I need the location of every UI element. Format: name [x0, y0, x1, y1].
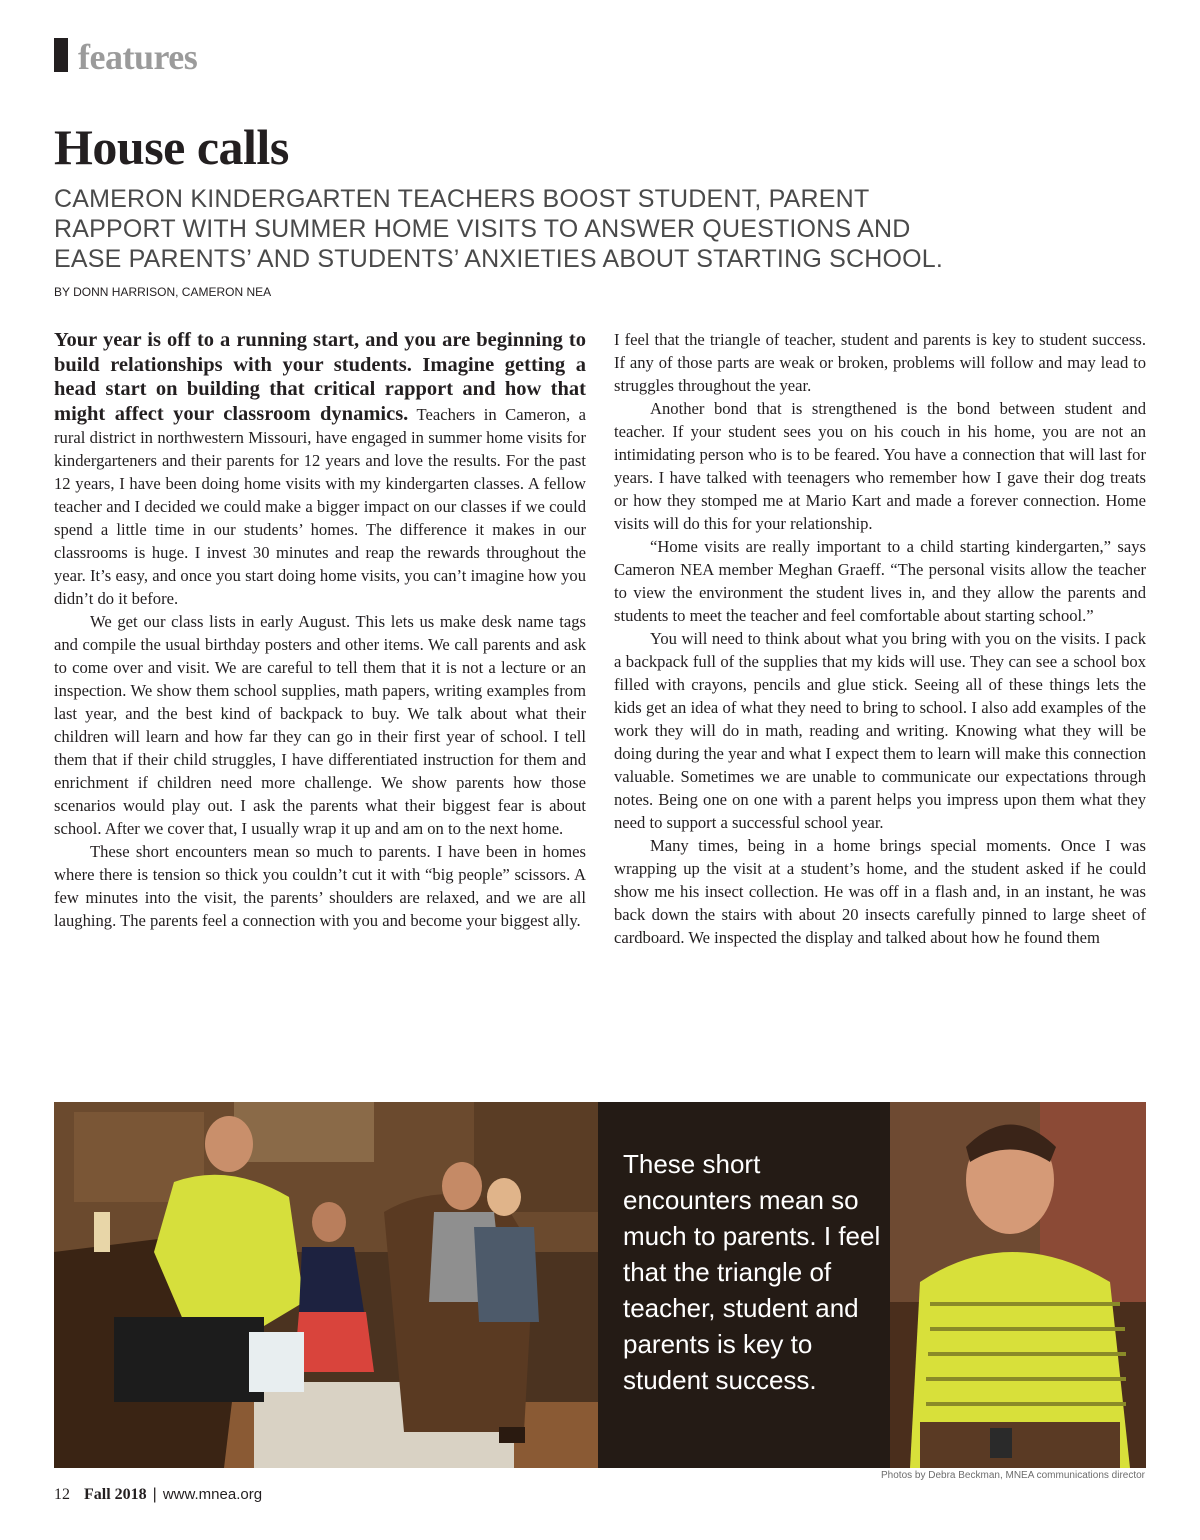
issue-label: Fall 2018 — [84, 1486, 147, 1503]
article-column-right — [614, 328, 1146, 949]
footer-separator: | — [152, 1486, 157, 1503]
page-footer — [54, 1486, 262, 1504]
paragraph: We get our class lists in early August. This lets us make desk name tags and compile the usual birthday posters and other items. We call parents and ask to come over and visit. We are careful to tell them that it is not a lecture or an inspection. We show them school supplies, math papers, writing examples from last year, and the best kind of backpack to buy. We talk about what their children will learn and how far they can go in their first year of school. I tell them that if their child struggles, I have differentiated instruction for them and enrichment if children need more challenge. We show parents how those scenarios would play out. I ask the parents what their biggest fear is about school. After we cover that, I usually wrap it up and am on to the next home. — [54, 612, 586, 838]
photo-credit: Photos by Debra Beckman, MNEA communications director — [881, 1470, 1145, 1481]
pull-quote-box — [598, 1102, 890, 1468]
article-column-left — [54, 328, 586, 932]
section-marker-bar — [54, 38, 68, 72]
article-headline: House calls — [54, 119, 289, 175]
paragraph-intro — [54, 328, 586, 610]
teacher-portrait-photo — [890, 1102, 1146, 1468]
paragraph: “Home visits are really important to a child starting kindergarten,” says Cameron NEA member Meghan Graeff. “The personal visits allow the teacher to view the environment the student lives in, and they allow the parents and students to meet the teacher and feel comfortable about starting school.” — [614, 537, 1146, 625]
footer-url: www.mnea.org — [162, 1486, 263, 1503]
article-byline: BY DONN HARRISON, CAMERON NEA — [54, 285, 272, 299]
paragraph: These short encounters mean so much to parents. I have been in homes where there is tension so thick you couldn’t cut it with “big people” scissors. A few minutes into the visit, the parents’ shoulders are relaxed, and we are all laughing. The parents feel a connection with you and become your biggest ally. — [54, 842, 586, 930]
lead-paragraph: Your year is off to a running start, and you are beginning to build relationships with your students. Imagine getting a head start on building that critical rapport and how that might affect your classroom dynamics. — [54, 329, 586, 425]
paragraph-text: Teachers in Cameron, a rural district in northwestern Missouri, have engaged in summer home visits for kindergarteners and their parents for 12 years and love the results. For the past 12 years, I have been doing home visits with my kindergarten classes. A fellow teacher and I decided we could make a bigger impact on our classes if we could spend a little time in our students’ homes. The difference it makes in our classrooms is huge. I invest 30 minutes and reap the rewards throughout the year. It’s easy, and once you start doing home visits, you can’t imagine how you didn’t do it before. — [54, 404, 586, 608]
photo-band — [54, 1102, 1146, 1468]
paragraph: I feel that the triangle of teacher, student and parents is key to student success. If any of those parts are weak or broken, problems will follow and may lead to struggles throughout the year. — [614, 330, 1146, 395]
pull-quote: These short encounters mean so much to parents. I feel that the triangle of teacher, student and parents is key to student success. — [623, 1149, 881, 1395]
paragraph: You will need to think about what you bring with you on the visits. I pack a backpack full of the supplies that my kids will use. They can see a school box filled with crayons, pencils and glue stick. Seeing all of these things lets the kids get an idea of what they need to bring to school. I also add examples of the work they will do in math, reading and writing. Knowing what they will be doing during the year and what I expect them to learn will make this connection valuable. Sometimes we are unable to communicate our expectations through notes. Being one on one with a parent helps you impress upon them what they need to support a successful school year. — [614, 629, 1146, 832]
home-visit-photo — [54, 1102, 598, 1468]
paragraph: Another bond that is strengthened is the bond between student and teacher. If your student sees you on his couch in his home, you are not an intimidating person who is to be feared. You have a connection that will last for years. I have talked with teenagers who remember how I gave their dog treats or how they stomped me at Mario Kart and made a forever connection. Home visits will do this for your relationship. — [614, 399, 1146, 533]
section-label: features — [78, 37, 198, 77]
article-dek: CAMERON KINDERGARTEN TEACHERS BOOST STUDENT, PARENT RAPPORT WITH SUMMER HOME VISITS TO ANSWER QUESTIONS AND EASE PARENTS’ AND STUDENTS’ ANXIETIES ABOUT STARTING SCHOOL. — [54, 185, 944, 273]
paragraph: Many times, being in a home brings special moments. Once I was wrapping up the visit at a student’s home, and the student asked if he could show me his insect collection. He was off in a flash and, in an instant, he was back down the stairs with about 20 insects carefully pinned to large sheet of cardboard. We inspected the display and talked about how he found them — [614, 836, 1146, 947]
page-number: 12 — [54, 1486, 70, 1503]
